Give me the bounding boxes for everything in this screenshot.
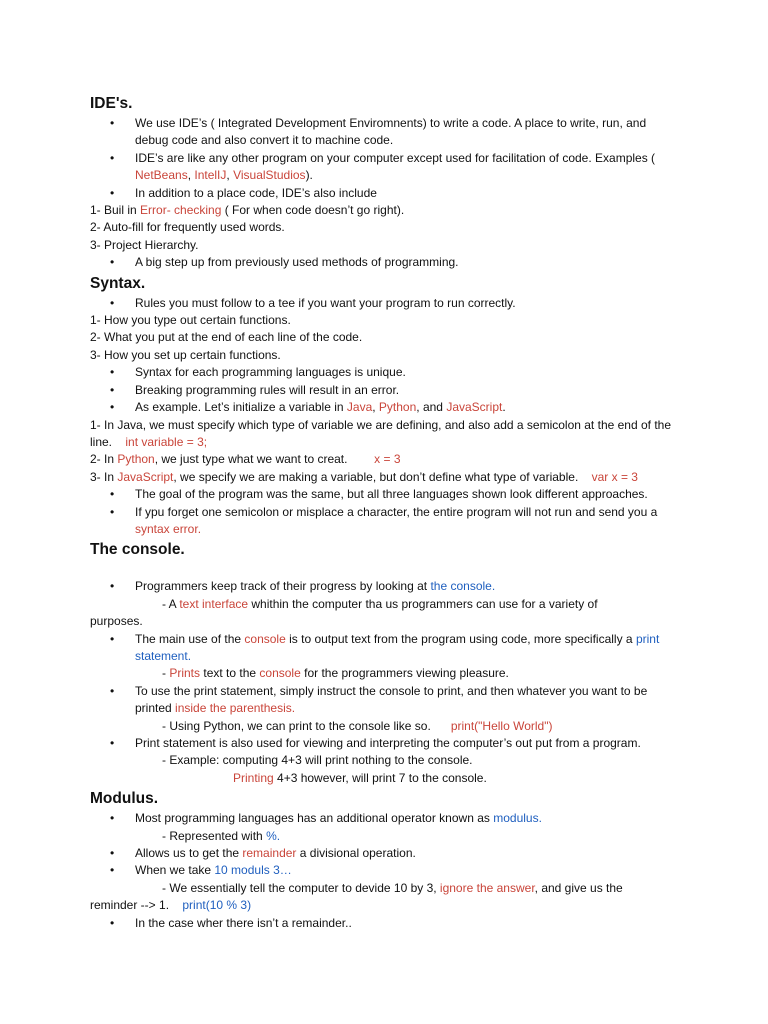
console-sub-5: Printing 4+3 however, will print 7 to the console. (233, 770, 487, 785)
visualstudios-highlight: VisualStudios (233, 168, 306, 183)
modulus-sub-1: - Represented with %. (162, 828, 281, 843)
syntax-bullet-3: • Breaking programming rules will result in an error. (90, 382, 682, 399)
error-checking-highlight: Error- checking (140, 203, 222, 218)
inside-parenthesis-highlight: inside the parenthesis. (175, 701, 296, 716)
text-interface-highlight: text interface (179, 596, 249, 611)
modulus-highlight: modulus. (493, 811, 542, 826)
syntax-bullet-2: • Syntax for each programming languages is unique. (90, 364, 682, 381)
syntax-bullet-4: • As example. Let’s initialize a variable in Java, Python, and JavaScript. (90, 399, 682, 416)
javascript-code: var x = 3 (591, 469, 638, 484)
heading-modulus: Modulus. (90, 790, 159, 808)
hello-world-code: print("Hello World") (450, 718, 553, 733)
print-modulus-code: print(10 % 3) (182, 898, 252, 913)
heading-console: The console. (90, 541, 185, 559)
javascript-highlight: JavaScript (446, 400, 503, 415)
python-code: x = 3 (374, 452, 401, 467)
document-body (90, 92, 682, 932)
syntax-numbered-3: 3- How you set up certain functions. (90, 347, 281, 362)
ide-numbered-2: 2- Auto-fill for frequently used words. (90, 220, 285, 235)
ide-bullet-2: • IDE’s are like any other program on your computer except used for facilitation of code. Examples ( NetBeans, IntelIJ, VisualStudios). (90, 150, 682, 185)
console-sub-3: - Using Python, we can print to the console like so. print("Hello World") (162, 718, 553, 733)
modulus-bullet-2: • Allows us to get the remainder a divisional operation. (90, 845, 682, 862)
intellij-highlight: IntelIJ (194, 168, 227, 183)
console-bullet-1: • Programmers keep track of their progress by looking at the console. (90, 578, 682, 595)
java-code: int variable = 3; (125, 434, 208, 449)
ide-bullet-4: • A big step up from previously used methods of programming. (90, 254, 682, 271)
console-bullet-4: • Print statement is also used for viewing and interpreting the computer’s out put from a program. (90, 735, 682, 752)
heading-ides: IDE's. (90, 95, 133, 112)
percent-highlight: %. (266, 828, 281, 843)
ten-moduls-three-highlight: 10 moduls 3… (214, 863, 292, 878)
syntax-python-example: 2- In Python, we just type what we want to creat. x = 3 (90, 452, 401, 467)
console-sub-2: - Prints text to the console for the programmers viewing pleasure. (162, 666, 509, 681)
modulus-bullet-1: • Most programming languages has an additional operator known as modulus. (90, 810, 682, 827)
syntax-bullet-6: • If ypu forget one semicolon or misplace a character, the entire program will not run and send you a syntax error. (90, 504, 682, 539)
console-sub-4: - Example: computing 4+3 will print nothing to the console. (162, 753, 473, 768)
netbeans-highlight: NetBeans (135, 168, 188, 183)
console-sub-1-cont: purposes. (90, 614, 143, 629)
ignore-answer-highlight: ignore the answer (439, 880, 535, 895)
the-console-highlight: the console. (430, 579, 496, 594)
console-bullet-2: • The main use of the console is to output text from the program using code, more specifically a print statement. (90, 631, 682, 666)
syntax-numbered-2: 2- What you put at the end of each line of the code. (90, 330, 363, 345)
python-highlight-2: Python (117, 452, 155, 467)
ide-bullet-3: • In addition to a place code, IDE’s also include (90, 185, 682, 202)
console-sub-1: - A text interface whithin the computer tha us programmers can use for a variety of (162, 596, 598, 611)
java-highlight: Java (346, 400, 373, 415)
javascript-highlight-2: JavaScript (117, 469, 174, 484)
modulus-sub-2: - We essentially tell the computer to devide 10 by 3, ignore the answer, and give us the (162, 880, 623, 895)
ide-bullet-1: • We use IDE’s ( Integrated Development Enviromnents) to write a code. A place to write, run, and debug code and also convert it to machine code. (90, 115, 682, 150)
modulus-bullet-3: • When we take 10 moduls 3… (90, 862, 682, 879)
syntax-js-example: 3- In JavaScript, we specify we are making a variable, but don’t define what type of variable. var x = 3 (90, 469, 638, 484)
ide-numbered-1: 1- Buil in Error- checking ( For when code doesn’t go right). (90, 203, 405, 218)
print-statement-highlight: print statement. (135, 631, 660, 663)
console-bullet-3: • To use the print statement, simply instruct the console to print, and then whatever you want to be printed inside the parenthesis. (90, 683, 682, 718)
console-highlight-2: console (259, 666, 301, 681)
syntax-bullet-1: • Rules you must follow to a tee if you want your program to run correctly. (90, 295, 682, 312)
syntax-bullet-5: • The goal of the program was the same, but all three languages shown look different approaches. (90, 486, 682, 503)
python-highlight: Python (378, 400, 417, 415)
prints-highlight: Prints (169, 666, 201, 681)
printing-highlight: Printing (233, 770, 274, 785)
syntax-java-example: 1- In Java, we must specify which type of variable we are defining, and also add a semicolon at the end of the line. int variable = 3; (90, 417, 671, 449)
syntax-numbered-1: 1- How you type out certain functions. (90, 313, 291, 328)
ide-numbered-3: 3- Project Hierarchy. (90, 237, 199, 252)
remainder-highlight: remainder (242, 846, 297, 861)
modulus-bullet-4: • In the case wher there isn’t a remainder.. (90, 915, 682, 932)
syntax-error-highlight: syntax error. (135, 521, 202, 536)
heading-syntax: Syntax. (90, 274, 146, 292)
modulus-sub-2-cont: reminder --> 1. print(10 % 3) (90, 898, 252, 913)
console-highlight: console (244, 631, 286, 646)
